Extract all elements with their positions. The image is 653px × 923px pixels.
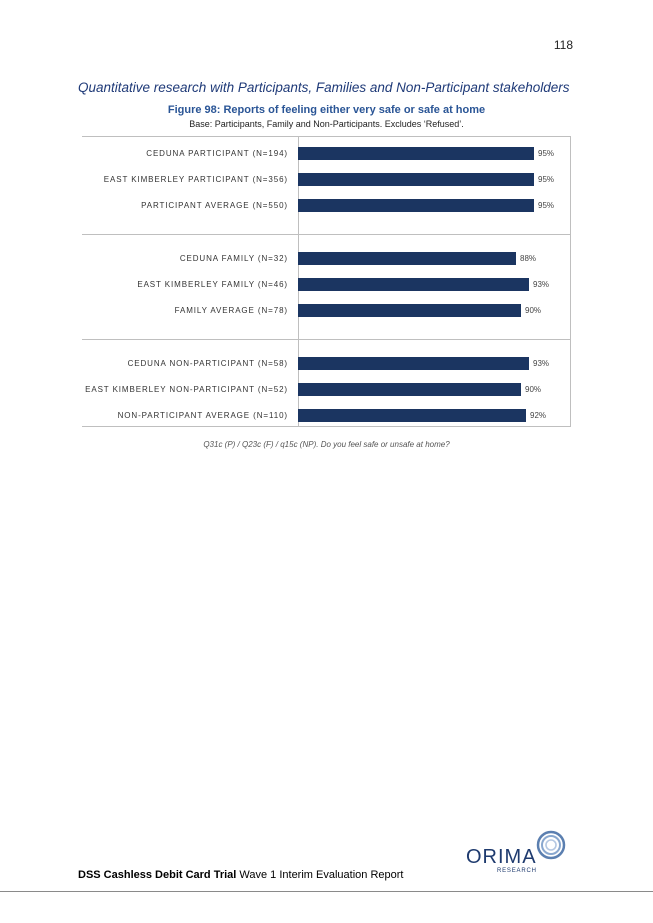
bar-value-label: 95%	[538, 201, 555, 210]
bar	[298, 173, 534, 186]
bar-label: EAST KIMBERLEY PARTICIPANT (N=356)	[103, 175, 288, 184]
bar-label: EAST KIMBERLEY NON-PARTICIPANT (N=52)	[85, 385, 288, 394]
chart-group-divider	[82, 234, 571, 235]
orima-logo	[464, 828, 574, 878]
bar-label: FAMILY AVERAGE (N=78)	[174, 306, 288, 315]
footer-report-title	[78, 869, 403, 881]
question-note: Q31c (P) / Q23c (F) / q15c (NP). Do you feel safe or unsafe at home?	[203, 440, 450, 449]
bar	[298, 304, 521, 317]
bar-label: PARTICIPANT AVERAGE (N=550)	[141, 201, 288, 210]
bar-label: CEDUNA FAMILY (N=32)	[179, 254, 288, 263]
bar-value-label: 95%	[538, 175, 555, 184]
page-number: 118	[553, 38, 573, 52]
orima-logo-icon	[536, 830, 566, 860]
footer-divider	[0, 891, 653, 892]
bar-label: CEDUNA NON-PARTICIPANT (N=58)	[127, 359, 288, 368]
bar	[298, 252, 516, 265]
figure-title: Figure 98: Reports of feeling either very safe or safe at home	[167, 104, 486, 116]
bar	[298, 147, 534, 160]
section-heading: Quantitative research with Participants, Families and Non-Participant stakeholders	[78, 80, 570, 95]
bar-value-label: 93%	[533, 280, 550, 289]
bar-label: CEDUNA PARTICIPANT (N=194)	[146, 149, 288, 158]
bar	[298, 199, 534, 212]
logo-wordmark: ORIMA	[466, 846, 537, 868]
bar	[298, 278, 529, 291]
bar-label: EAST KIMBERLEY FAMILY (N=46)	[137, 280, 288, 289]
bar	[298, 357, 529, 370]
bar-value-label: 92%	[530, 411, 547, 420]
footer-bold-title: DSS Cashless Debit Card Trial	[78, 869, 237, 881]
bar-value-label: 90%	[525, 385, 542, 394]
figure-base-note: Base: Participants, Family and Non-Participants. Excludes ‘Refused’.	[189, 119, 464, 129]
bar	[298, 383, 521, 396]
bar-value-label: 88%	[520, 254, 537, 263]
bar-value-label: 90%	[525, 306, 542, 315]
chart-group-divider	[82, 339, 571, 340]
bar-value-label: 95%	[538, 149, 555, 158]
bar-value-label: 93%	[533, 359, 550, 368]
footer-title-rest: Wave 1 Interim Evaluation Report	[236, 869, 404, 881]
bar	[298, 409, 526, 422]
logo-subtitle: RESEARCH	[497, 868, 537, 874]
bar-label: NON-PARTICIPANT AVERAGE (N=110)	[117, 411, 288, 420]
